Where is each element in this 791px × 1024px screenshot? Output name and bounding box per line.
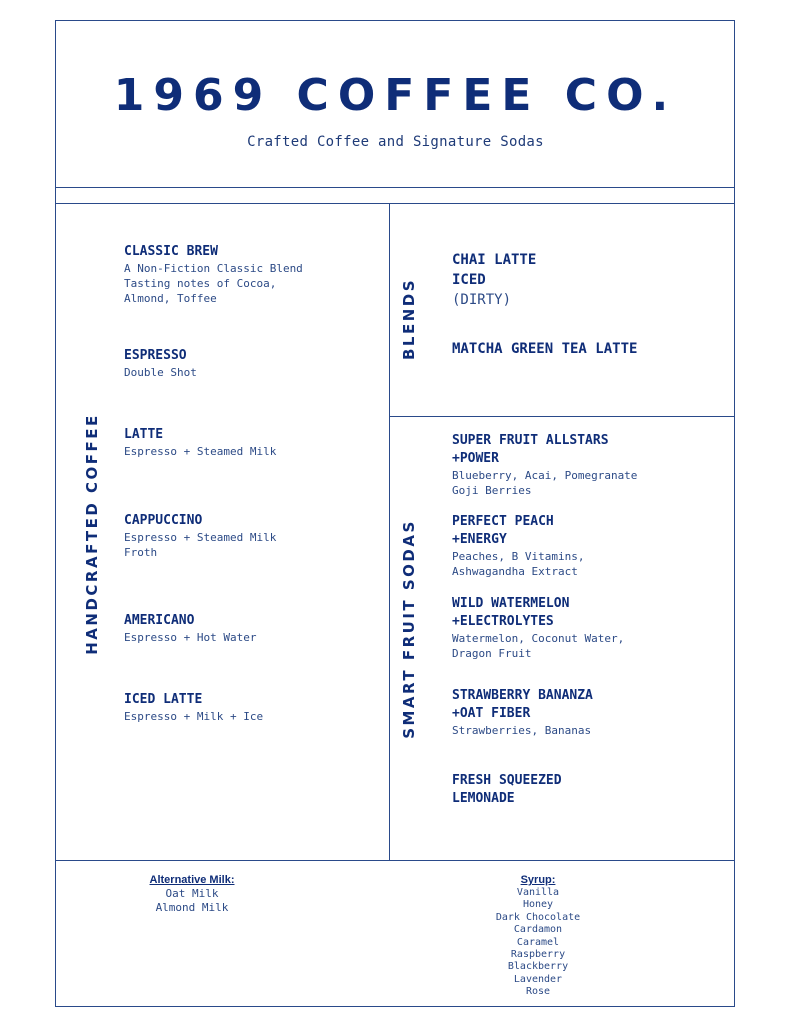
blends-divider [389, 416, 735, 417]
syrup-option: Raspberry [510, 949, 566, 961]
syrup-option: Vanilla [516, 887, 560, 898]
syrup-option: Dark Chocolate [495, 911, 581, 923]
blend-chai-latte [452, 250, 536, 311]
soda-boost: +ENERGY [452, 532, 507, 547]
section-label-smart-fruit-sodas: SMART FRUIT SODAS [400, 519, 418, 739]
soda-desc: Blueberry, Acai, Pomegranate [452, 469, 638, 482]
soda-name: STRAWBERRY BANANZA [452, 688, 593, 703]
column-divider [389, 203, 390, 860]
syrup-heading: Syrup: [520, 874, 556, 886]
syrup-option: Honey [522, 899, 554, 911]
section-label-blends: BLENDS [400, 277, 418, 361]
soda-name: FRESH SQUEEZED [452, 773, 562, 788]
soda-desc: Watermelon, Coconut Water, [452, 632, 625, 645]
soda-fresh-squeezed-lemonade [452, 772, 562, 808]
milk-option: Almond Milk [155, 901, 229, 914]
milk-option: Oat Milk [165, 887, 219, 900]
blend-name: MATCHA GREEN TEA LATTE [452, 341, 638, 357]
item-desc: Almond, Toffee [124, 292, 217, 305]
item-desc: Espresso + Steamed Milk [124, 531, 277, 544]
item-name: LATTE [124, 427, 164, 442]
item-desc: Froth [124, 546, 158, 559]
footer-divider [55, 860, 735, 861]
menu-item-cappuccino [124, 512, 276, 560]
soda-strawberry-bananza [452, 687, 593, 738]
page-subtitle: Crafted Coffee and Signature Sodas [247, 134, 544, 150]
soda-boost: +POWER [452, 451, 499, 466]
syrup-block [478, 874, 598, 999]
header-divider-top [55, 187, 735, 188]
menu-item-espresso [124, 347, 197, 380]
blend-option: ICED [452, 272, 486, 288]
syrup-option: Caramel [516, 936, 560, 948]
soda-name: PERFECT PEACH [452, 514, 554, 529]
blend-name: CHAI LATTE [452, 252, 537, 268]
section-label-handcrafted-coffee: HANDCRAFTED COFFEE [83, 413, 101, 655]
item-desc: Double Shot [124, 366, 197, 379]
soda-desc: Strawberries, Bananas [452, 724, 592, 737]
soda-desc: Goji Berries [452, 484, 532, 497]
item-desc: Tasting notes of Cocoa, [124, 277, 277, 290]
item-desc: Espresso + Milk + Ice [124, 710, 264, 723]
item-name: CAPPUCCINO [124, 513, 203, 528]
syrup-option: Lavender [513, 973, 563, 985]
soda-wild-watermelon [452, 595, 624, 661]
blend-option-sub: (DIRTY) [452, 292, 512, 308]
item-desc: Espresso + Steamed Milk [124, 445, 277, 458]
item-name: ICED LATTE [124, 692, 203, 707]
soda-name: SUPER FRUIT ALLSTARS [452, 433, 609, 448]
item-desc: Espresso + Hot Water [124, 631, 257, 644]
item-name: CLASSIC BREW [124, 244, 218, 259]
soda-perfect-peach [452, 513, 584, 579]
blend-matcha-latte [452, 339, 637, 359]
header-divider-bottom [55, 203, 735, 204]
soda-desc: Dragon Fruit [452, 647, 532, 660]
soda-name: WILD WATERMELON [452, 596, 570, 611]
item-name: AMERICANO [124, 613, 195, 628]
soda-boost: +ELECTROLYTES [452, 614, 554, 629]
soda-name-line2: LEMONADE [452, 791, 515, 806]
alternative-milk-heading: Alternative Milk: [149, 874, 235, 886]
menu-item-americano [124, 612, 256, 645]
menu-item-latte [124, 426, 276, 459]
menu-item-iced-latte [124, 691, 263, 724]
soda-boost: +OAT FIBER [452, 706, 531, 721]
alternative-milk-block [140, 874, 244, 915]
syrup-option: Cardamon [513, 924, 563, 936]
soda-desc: Peaches, B Vitamins, [452, 550, 585, 563]
soda-desc: Ashwagandha Extract [452, 565, 578, 578]
item-desc: A Non-Fiction Classic Blend [124, 262, 303, 275]
syrup-option: Rose [525, 986, 551, 998]
item-name: ESPRESSO [124, 348, 187, 363]
soda-super-fruit-allstars [452, 432, 637, 498]
page-title: 1969 COFFEE CO. [113, 70, 678, 121]
syrup-option: Blackberry [507, 961, 569, 973]
menu-item-classic-brew [124, 243, 303, 306]
